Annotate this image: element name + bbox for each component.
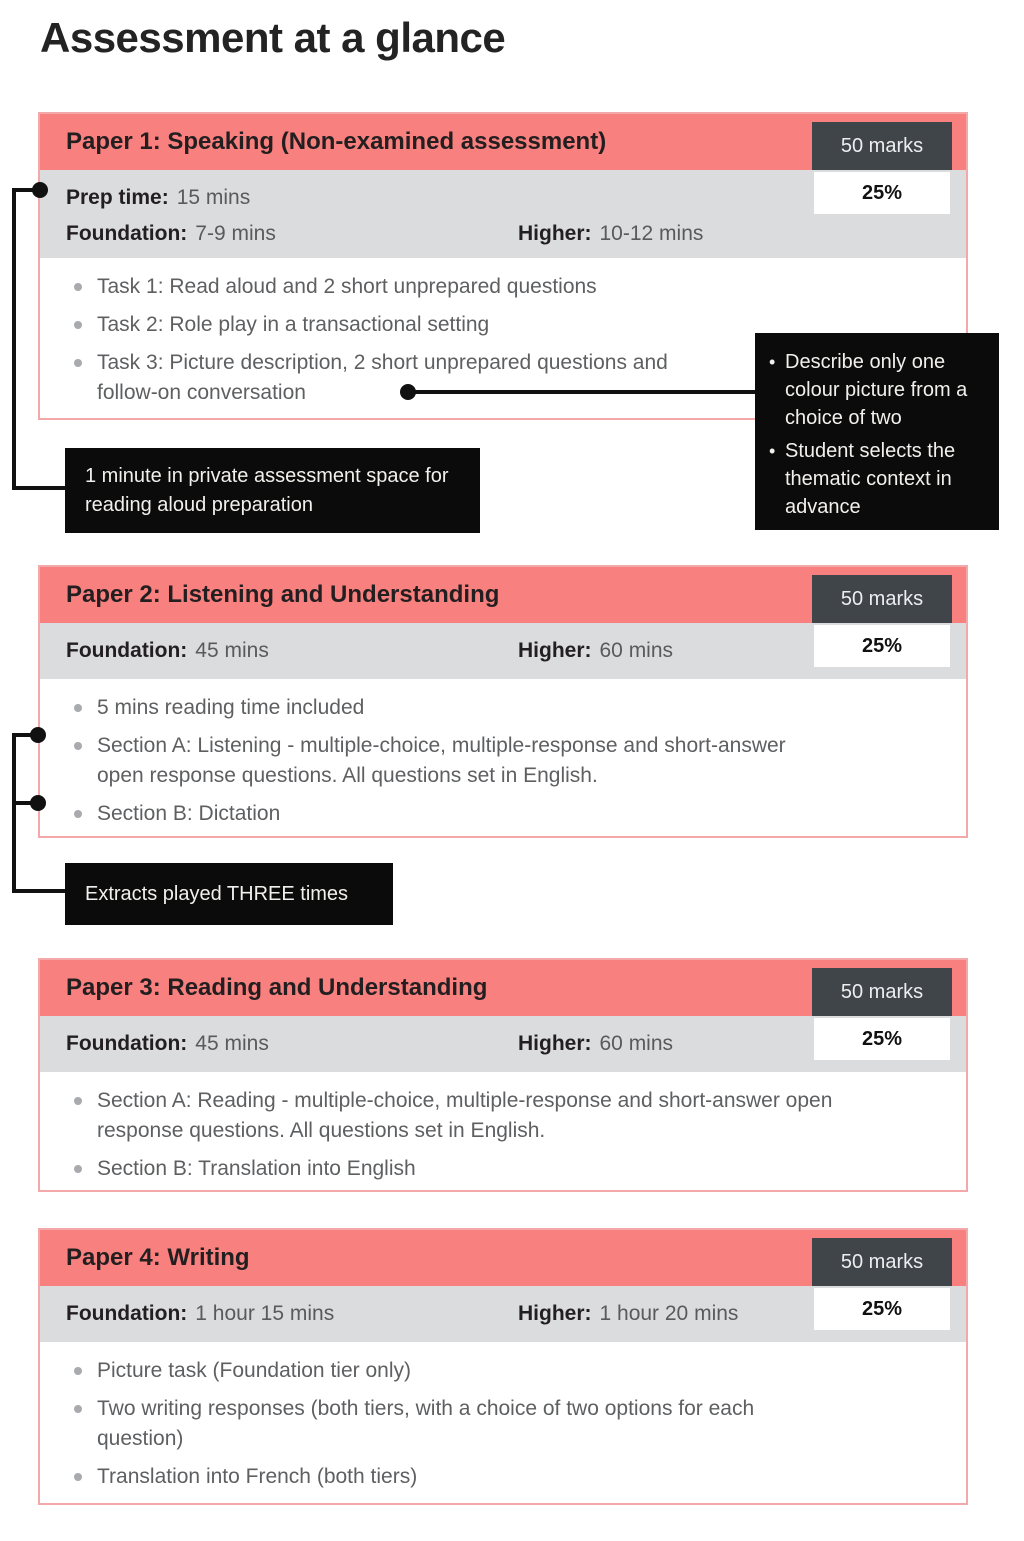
higher-value: 10-12 mins <box>599 222 704 245</box>
connector-dot <box>400 384 416 400</box>
higher-label: Higher: <box>518 1032 592 1055</box>
weight-badge: 25% <box>814 172 950 214</box>
paper-2-title: Paper 2: Listening and Understanding <box>66 581 500 608</box>
foundation-value: 1 hour 15 mins <box>195 1302 335 1325</box>
paper-4-title: Paper 4: Writing <box>66 1244 250 1271</box>
foundation-label: Foundation: <box>66 222 188 245</box>
marks-badge: 50 marks <box>812 575 952 623</box>
paper-4-task-list <box>40 1342 966 1492</box>
paper-2-task-list <box>40 679 966 829</box>
list-item: Translation into French (both tiers) <box>74 1462 832 1492</box>
list-item: Picture task (Foundation tier only) <box>74 1356 832 1386</box>
connector-line <box>408 390 756 394</box>
higher-value: 60 mins <box>599 1032 674 1055</box>
foundation-label: Foundation: <box>66 639 188 662</box>
paper-1-title: Paper 1: Speaking <box>66 128 275 155</box>
callout-bullet <box>769 437 985 521</box>
callout-extracts: Extracts played THREE times <box>65 863 393 925</box>
list-item: Task 2: Role play in a transactional setting <box>74 310 687 340</box>
weight-badge: 25% <box>814 1018 950 1060</box>
list-item: Section A: Listening - multiple-choice, multiple-response and short-answer open response questions. All questions set in English. <box>74 731 822 791</box>
paper-3-title: Paper 3: Reading and Understanding <box>66 974 488 1001</box>
higher-label: Higher: <box>518 1302 592 1325</box>
list-item: Section B: Translation into English <box>74 1154 877 1184</box>
tier-times-row <box>66 216 966 252</box>
connector-line <box>12 889 68 893</box>
paper-3-card <box>38 958 968 1192</box>
higher-value: 60 mins <box>599 639 674 662</box>
weight-badge: 25% <box>814 1288 950 1330</box>
list-item: Task 1: Read aloud and 2 short unprepared questions <box>74 272 687 302</box>
foundation-value: 45 mins <box>195 1032 269 1055</box>
higher-time <box>518 1026 673 1062</box>
foundation-label: Foundation: <box>66 1302 188 1325</box>
list-item: Section A: Reading - multiple-choice, multiple-response and short-answer open response questions. All questions set in English. <box>74 1086 877 1146</box>
higher-label: Higher: <box>518 222 592 245</box>
connector-dot <box>30 727 46 743</box>
connector-line <box>12 188 16 490</box>
list-item: Two writing responses (both tiers, with a choice of two options for each question) <box>74 1394 832 1454</box>
callout-bullet-text: Student selects the thematic context in advance <box>785 440 956 518</box>
higher-value: 1 hour 20 mins <box>599 1302 739 1325</box>
paper-3-task-list <box>40 1072 966 1184</box>
connector-dot <box>32 182 48 198</box>
paper-1-subtitle: (Non-examined assessment) <box>274 128 607 155</box>
connector-line <box>12 733 16 893</box>
callout-picture-rules <box>755 333 999 530</box>
connector-line <box>12 486 68 490</box>
prep-time-label: Prep time: <box>66 186 169 209</box>
list-item: 5 mins reading time included <box>74 693 822 723</box>
bullet-icon: • <box>769 352 776 372</box>
weight-badge: 25% <box>814 625 950 667</box>
list-item: Section B: Dictation <box>74 799 822 829</box>
higher-label: Higher: <box>518 639 592 662</box>
higher-time <box>518 633 673 669</box>
higher-time <box>518 216 703 252</box>
callout-reading-prep: 1 minute in private assessment space for reading aloud preparation <box>65 448 480 533</box>
paper-4-card <box>38 1228 968 1505</box>
higher-time <box>518 1296 738 1332</box>
paper-2-card <box>38 565 968 838</box>
connector-dot <box>30 795 46 811</box>
foundation-value: 7-9 mins <box>195 222 276 245</box>
prep-time-value: 15 mins <box>176 186 251 209</box>
foundation-label: Foundation: <box>66 1032 188 1055</box>
callout-bullet-text: Describe only one colour picture from a choice of two <box>785 351 968 429</box>
marks-badge: 50 marks <box>812 122 952 170</box>
marks-badge: 50 marks <box>812 1238 952 1286</box>
callout-bullet <box>769 348 985 432</box>
list-item: Task 3: Picture description, 2 short unprepared questions and follow-on conversation <box>74 348 687 408</box>
marks-badge: 50 marks <box>812 968 952 1016</box>
foundation-value: 45 mins <box>195 639 269 662</box>
bullet-icon: • <box>769 441 776 461</box>
page-title: Assessment at a glance <box>40 14 506 61</box>
